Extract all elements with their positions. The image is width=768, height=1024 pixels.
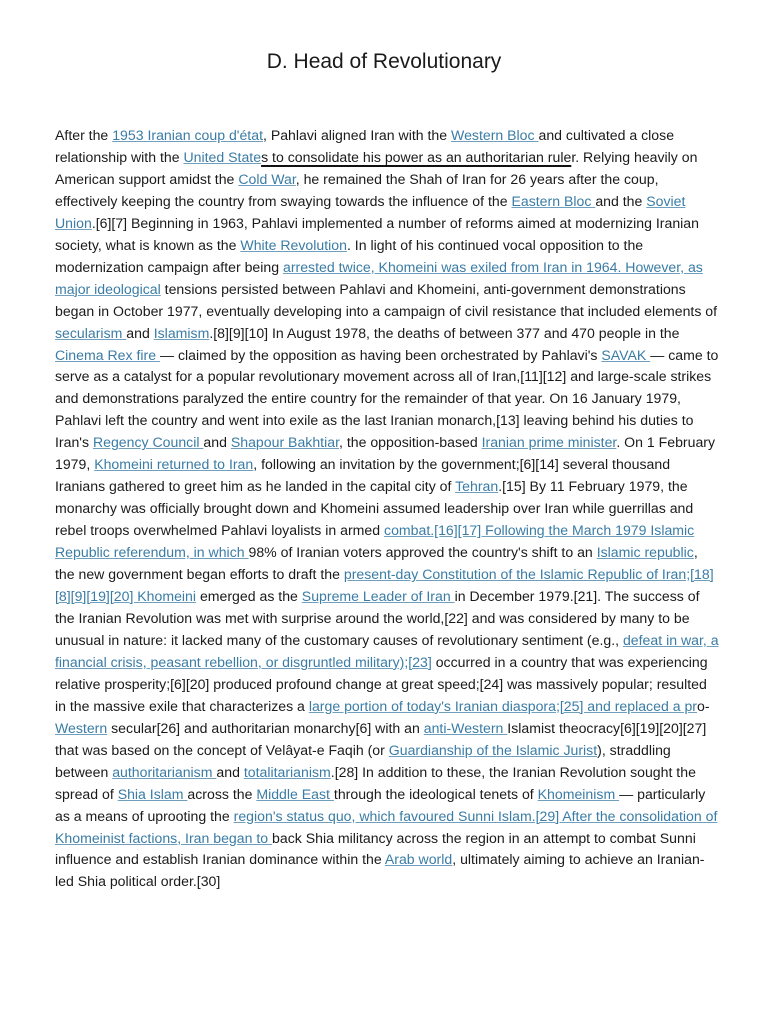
link-savak[interactable]: SAVAK [601,346,651,363]
text-run: o- [696,697,710,714]
link-arab-world[interactable]: Arab world [384,851,453,868]
text-run: and [216,763,244,780]
link-tehran[interactable]: Tehran [455,478,499,495]
text-run: — particularly as a means of uprooting the [55,785,706,824]
link-constitution[interactable]: present-day Constitution of the Islamic Republic of Iran;[18][8][9][19][20] Khomeini [55,566,714,605]
text-run: — claimed by the opposition as having been orchestrated by Pahlavi's [159,346,602,363]
text-run: secular[26] and authoritarian monarchy[6] with an [107,719,424,736]
link-soviet-union[interactable]: Soviet Union [55,192,686,231]
link-cinema-rex-fire[interactable]: Cinema Rex fire [55,346,160,363]
text-run: .[6][7] Beginning in 1963, Pahlavi implemented a number of reforms aimed at modernizing Iranian society, what is known as the [55,214,699,253]
link-secularism[interactable]: secularism [55,324,127,341]
link-united-states[interactable]: United State [183,148,262,165]
link-western-bloc[interactable]: Western Bloc [451,127,539,143]
page-title: D. Head of Revolutionary [266,50,502,73]
text-run: and the [595,192,647,209]
text-run: — came to serve as a catalyst for a popular revolutionary movement across all of Iran,[11][12] and large-scale strikes and demonstrations paralyzed the entire country for the remainder of that year. On 16 January 1979, Pahlavi left the country and went into exile as the last Iranian monarch,[13] leaving behind his duties to Iran's [55,346,719,451]
handwritten-underline: s to consolidate his power as an authoritarian rule [261,148,572,165]
text-run: .[8][9][10] In August 1978, the deaths of between 377 and 470 people in the [209,324,680,341]
link-khomeini-returned[interactable]: Khomeini returned to Iran [94,456,254,473]
text-run: , the new government began efforts to draft the [55,544,698,583]
link-revolutionary-causes[interactable]: defeat in war, a financial crisis, peasant rebellion, or disgruntled military);[23] [55,631,719,670]
link-iranian-diaspora[interactable]: large portion of today's Iranian diaspora;[25] and replaced a pr [308,697,697,714]
link-white-revolution[interactable]: White Revolution [240,236,347,253]
body-paragraph [55,125,719,893]
link-middle-east[interactable]: Middle East [256,785,334,802]
link-guardianship[interactable]: Guardianship of the Islamic Jurist [388,741,598,758]
text-run: After the [55,127,113,143]
text-run: ), straddling between [55,741,671,780]
text-run: r. Relying heavily on American support amidst the [55,148,698,187]
link-supreme-leader[interactable]: Supreme Leader of Iran [301,588,455,605]
text-run: and [126,324,154,341]
text-run: , Pahlavi aligned Iran with the [262,127,452,143]
link-authoritarianism[interactable]: authoritarianism [112,763,217,780]
link-iranian-prime-minister[interactable]: Iranian prime minister [481,434,617,451]
link-islamic-republic[interactable]: Islamic republic [596,544,694,561]
text-run: tensions persisted between Pahlavi and Khomeini, anti-government demonstrations began in October 1977, eventually developing into a campaign of civil resistance that included elements of [55,280,718,319]
link-khomeini-exile[interactable]: arrested twice, Khomeini was exiled from Iran in 1964. However, as major ideological [55,258,703,297]
link-regency-council[interactable]: Regency Council [92,434,204,451]
text-run: , ultimately aiming to achieve an Iranian-led Shia political order.[30] [55,851,705,890]
text-run: 98% of Iranian voters approved the country's shift to an [248,544,597,561]
link-cold-war[interactable]: Cold War [238,170,296,187]
link-shapour-bakhtiar[interactable]: Shapour Bakhtiar [230,434,339,451]
text-run: emerged as the [196,588,302,605]
link-1953-iranian-coup[interactable]: 1953 Iranian coup d'état [112,127,263,143]
text-run: . On 1 February 1979, [55,434,716,473]
text-run: .[15] By 11 February 1979, the monarchy was officially brought down and Khomeini assumed leadership over Iran while guerrillas and rebel troops overwhelmed Pahlavi loyalists in armed [55,478,694,539]
text-run: across the [187,785,257,802]
link-western[interactable]: Western [55,719,108,736]
link-shia-islam[interactable]: Shia Islam [117,785,188,802]
text-run: back Shia militancy across the region in an attempt to combat Sunni influence and establish Iranian dominance within the [55,829,696,868]
text-run: , following an invitation by the government;[6][14] several thousand Iranians gathered to greet him as he landed in the capital city of [55,456,671,495]
text-run: . In light of his continued vocal opposition to the modernization campaign after being [55,236,644,275]
link-referendum[interactable]: combat.[16][17] Following the March 1979 Islamic Republic referendum, in which [55,522,695,561]
text-run: in December 1979.[21]. The success of the Iranian Revolution was met with surprise around the world,[22] and was considered by many to be unusual in nature: it lacked many of the customary causes of revolutionary sentiment (e.g., [55,588,700,648]
link-anti-western[interactable]: anti-Western [423,719,508,736]
link-totalitarianism[interactable]: totalitarianism [243,763,331,780]
text-run: and [203,434,231,451]
link-khomeinism[interactable]: Khomeinism [537,785,620,802]
text-run: .[28] In addition to these, the Iranian Revolution sought the spread of [55,763,696,802]
text-run: and cultivated a close relationship with the [55,127,675,165]
text-run: occurred in a country that was experiencing relative prosperity;[6][20] produced profound change at great speed;[24] was massively popular; resulted in the massive exile that characterizes a [55,653,708,714]
link-islamism[interactable]: Islamism [153,324,210,341]
link-eastern-bloc[interactable]: Eastern Bloc [511,192,596,209]
text-run: , the opposition-based [339,434,482,451]
text-run: , he remained the Shah of Iran for 26 years after the coup, effectively keeping the country from swaying towards the influence of the [55,170,659,209]
text-run: through the ideological tenets of [333,785,538,802]
text-run: Islamist theocracy[6][19][20][27] that was based on the concept of Velâyat-e Faqih (or [55,719,707,758]
link-status-quo[interactable]: region's status quo, which favoured Sunni Islam.[29] After the consolidation of Khomeinist factions, Iran began to [55,807,718,846]
